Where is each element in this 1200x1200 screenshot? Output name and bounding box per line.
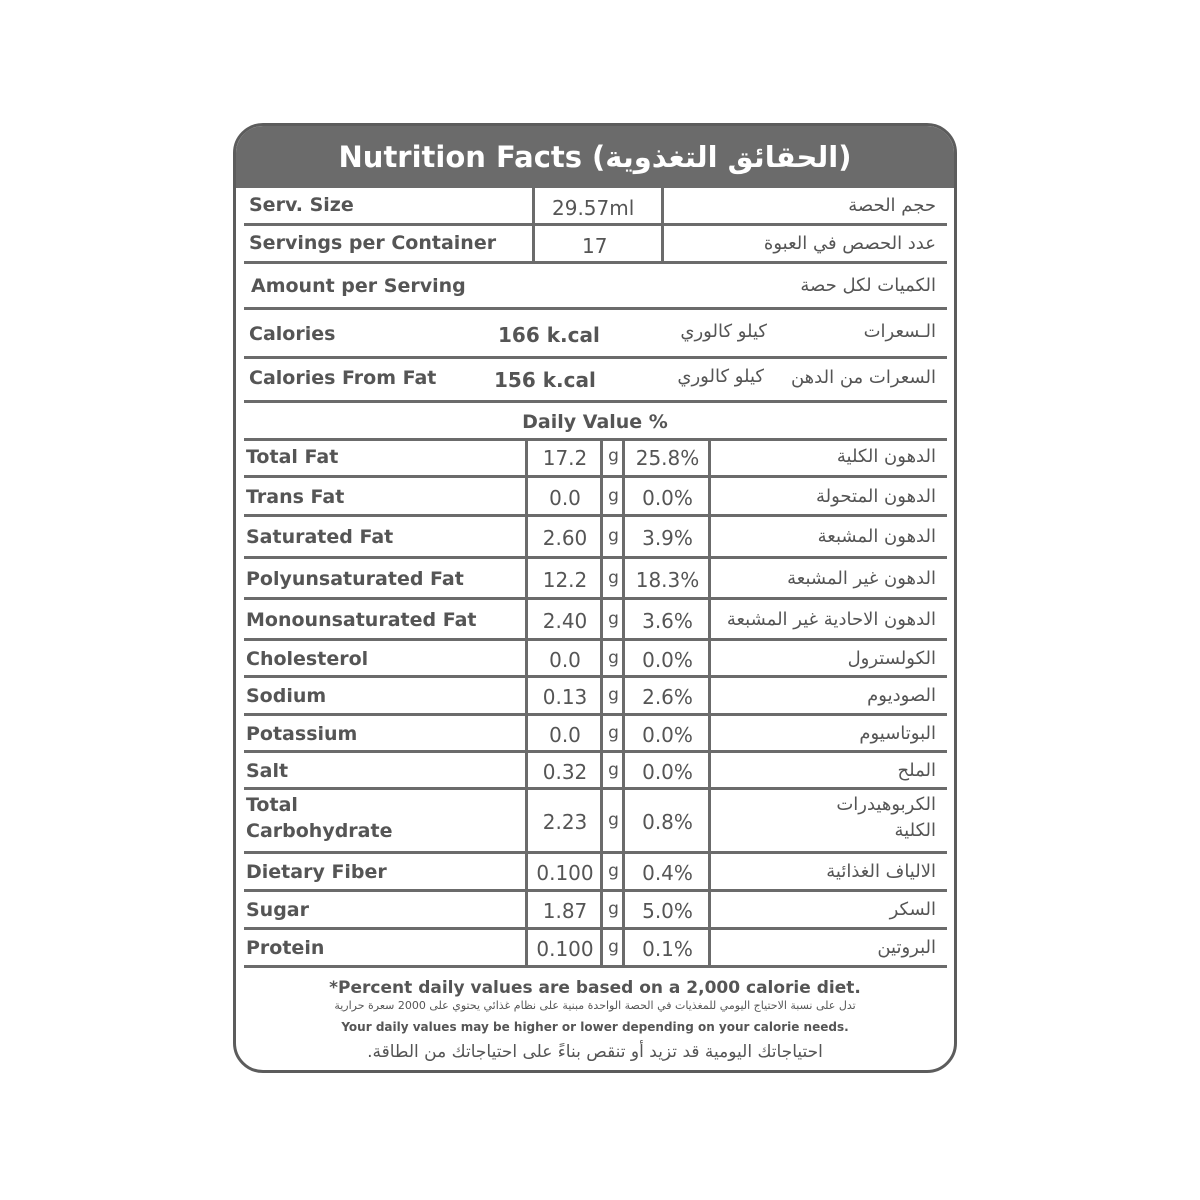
calories-fat-label-en: Calories From Fat	[249, 367, 437, 389]
nutrient-name-en: Protein	[246, 937, 325, 959]
nutrient-daily-value: 2.6%	[642, 685, 693, 709]
nutrient-row	[236, 892, 954, 930]
nutrient-amount: 0.32	[542, 759, 588, 784]
divider	[622, 716, 625, 753]
divider	[525, 600, 528, 641]
divider	[622, 559, 625, 600]
divider	[708, 517, 711, 559]
divider	[244, 261, 947, 264]
nutrient-row	[236, 930, 954, 968]
divider	[622, 678, 625, 716]
divider	[708, 892, 711, 930]
amount-per-serving-ar: الكميات لكل حصة	[800, 275, 936, 296]
divider	[622, 438, 625, 478]
divider	[600, 790, 603, 854]
nutrient-daily-value: 0.0%	[642, 722, 693, 747]
divider	[525, 930, 528, 968]
nutrient-name-en: Trans Fat	[246, 485, 345, 508]
nutrient-amount: 0.0	[549, 485, 581, 510]
divider	[622, 892, 625, 930]
nutrient-daily-value: 3.6%	[642, 608, 693, 633]
nutrient-unit: g	[608, 861, 619, 881]
nutrient-row	[236, 478, 954, 517]
nutrient-unit: g	[608, 937, 619, 957]
nutrient-name-en: Sodium	[246, 685, 327, 707]
nutrient-name-ar: الملح	[897, 759, 936, 781]
divider	[661, 188, 664, 261]
title-en: Nutrition Facts	[338, 140, 583, 174]
nutrient-row	[236, 517, 954, 559]
divider	[622, 641, 625, 678]
divider	[622, 600, 625, 641]
divider	[622, 517, 625, 559]
nutrient-amount: 17.2	[542, 446, 588, 470]
nutrient-row	[236, 559, 954, 600]
divider	[622, 790, 625, 854]
nutrient-amount: 0.100	[536, 937, 594, 961]
calories-label-en: Calories	[249, 323, 336, 345]
serv-size-value: 29.57ml	[552, 196, 635, 220]
nutrient-row	[236, 753, 954, 790]
divider	[525, 678, 528, 716]
divider	[244, 400, 947, 403]
nutrient-daily-value: 0.1%	[642, 937, 693, 961]
divider	[622, 753, 625, 790]
nutrient-name-ar: البوتاسيوم	[859, 722, 936, 744]
nutrient-amount: 2.23	[542, 810, 588, 834]
servings-per-container-label-en: Servings per Container	[249, 232, 497, 254]
divider	[708, 790, 711, 854]
divider	[525, 790, 528, 854]
nutrient-name-en: Monounsaturated Fat	[246, 608, 477, 631]
nutrient-name-ar: الدهون غير المشبعة	[787, 567, 936, 589]
nutrient-name-en: Potassium	[246, 722, 358, 745]
divider	[622, 930, 625, 968]
divider	[600, 641, 603, 678]
nutrient-name-ar: البروتين	[877, 937, 936, 958]
nutrition-label	[233, 123, 957, 1073]
divider	[622, 854, 625, 892]
nutrient-daily-value: 0.0%	[642, 485, 693, 510]
divider	[600, 930, 603, 968]
nutrient-amount: 12.2	[542, 567, 588, 592]
nutrient-unit: g	[608, 647, 619, 668]
divider	[708, 641, 711, 678]
divider	[708, 854, 711, 892]
divider	[600, 559, 603, 600]
divider	[525, 559, 528, 600]
divider	[708, 478, 711, 517]
divider	[525, 892, 528, 930]
nutrient-name-en: Total	[246, 794, 298, 816]
nutrient-name-en: Sugar	[246, 899, 310, 921]
nutrient-amount: 0.0	[549, 647, 581, 672]
nutrient-amount: 2.40	[542, 608, 588, 633]
divider	[708, 753, 711, 790]
nutrient-unit: g	[608, 685, 619, 705]
nutrient-unit: g	[608, 810, 619, 830]
nutrient-daily-value: 3.9%	[642, 526, 693, 550]
divider	[600, 600, 603, 641]
nutrient-name-ar: الدهون الكلية	[836, 446, 936, 467]
nutrient-name-ar: الكربوهيدرات	[836, 794, 936, 815]
footer-note-ar: تدل على نسبة الاحتياج اليومي للمغذيات في الحصة الواحدة مبنية على نظام غذائي يحتوي على 2000 سعرة حرارية	[334, 999, 856, 1012]
divider	[244, 965, 947, 968]
nutrient-row	[236, 678, 954, 716]
divider	[600, 478, 603, 517]
nutrient-amount: 0.0	[549, 722, 581, 747]
nutrient-unit: g	[608, 722, 619, 743]
divider	[708, 438, 711, 478]
calories-fat-unit-ar: كيلو كالوري	[677, 366, 764, 387]
nutrient-daily-value: 0.8%	[642, 810, 693, 834]
nutrient-name-en: Total Fat	[246, 446, 339, 468]
nutrient-name-en: Dietary Fiber	[246, 861, 387, 883]
divider	[600, 438, 603, 478]
footer-needs-ar: احتياجاتك اليومية قد تزيد أو تنقص بناءً على احتياجاتك من الطاقة.	[367, 1042, 823, 1062]
divider	[708, 716, 711, 753]
nutrient-name-en: Cholesterol	[246, 647, 369, 670]
nutrient-unit: g	[608, 759, 619, 780]
nutrient-name-ar: الدهون المتحولة	[815, 485, 936, 507]
nutrient-daily-value: 25.8%	[635, 446, 700, 470]
nutrient-name-ar: الصوديوم	[867, 685, 936, 706]
nutrient-daily-value: 18.3%	[635, 567, 700, 592]
footer-needs-en: Your daily values may be higher or lower depending on your calorie needs.	[341, 1020, 849, 1034]
divider	[244, 223, 947, 226]
divider	[600, 678, 603, 716]
nutrient-name-en: Saturated Fat	[246, 526, 394, 548]
divider	[525, 716, 528, 753]
nutrient-row	[236, 790, 954, 854]
divider	[600, 854, 603, 892]
divider	[244, 307, 947, 310]
nutrient-name-en-line2: Carbohydrate	[246, 820, 393, 842]
nutrient-row	[236, 854, 954, 892]
divider	[600, 753, 603, 790]
footer-note-en: *Percent daily values are based on a 2,000 calorie diet.	[329, 978, 861, 998]
calories-fat-value: 156 k.cal	[494, 368, 596, 392]
nutrient-unit: g	[608, 567, 619, 588]
divider	[525, 517, 528, 559]
nutrient-daily-value: 5.0%	[642, 899, 693, 923]
amount-per-serving-en: Amount per Serving	[251, 275, 466, 297]
servings-per-container-label-ar: عدد الحصص في العبوة	[763, 233, 936, 254]
serv-size-label-en: Serv. Size	[249, 194, 354, 216]
divider	[244, 356, 947, 359]
nutrient-name-ar: السكر	[889, 899, 936, 920]
divider	[708, 600, 711, 641]
nutrient-amount: 1.87	[542, 899, 588, 923]
nutrient-unit: g	[608, 485, 619, 506]
calories-value: 166 k.cal	[498, 323, 600, 347]
divider	[708, 559, 711, 600]
nutrient-unit: g	[608, 526, 619, 546]
divider	[600, 517, 603, 559]
serv-size-label-ar: حجم الحصة	[848, 195, 936, 216]
divider	[532, 188, 535, 261]
nutrient-unit: g	[608, 899, 619, 919]
nutrient-amount: 0.13	[542, 685, 588, 709]
label-header	[236, 126, 954, 188]
nutrient-row	[236, 600, 954, 641]
nutrient-name-en: Salt	[246, 759, 289, 782]
divider	[600, 892, 603, 930]
nutrient-daily-value: 0.0%	[642, 759, 693, 784]
calories-label-ar: الـسعرات	[863, 321, 936, 342]
nutrient-daily-value: 0.0%	[642, 647, 693, 672]
nutrient-unit: g	[608, 608, 619, 629]
nutrient-amount: 2.60	[542, 526, 588, 550]
nutrient-amount: 0.100	[536, 861, 594, 885]
divider	[622, 478, 625, 517]
divider	[525, 854, 528, 892]
divider	[525, 753, 528, 790]
divider	[600, 716, 603, 753]
divider	[708, 930, 711, 968]
calories-fat-label-ar: السعرات من الدهن	[790, 367, 936, 388]
daily-value-header: Daily Value %	[522, 411, 668, 433]
nutrient-row	[236, 716, 954, 753]
title-ar: (الحقائق التغذوية)	[592, 140, 852, 174]
divider	[525, 438, 528, 478]
nutrient-name-ar: الدهون المشبعة	[817, 526, 936, 547]
nutrient-name-ar: الالياف الغذائية	[826, 861, 936, 882]
servings-per-container-value: 17	[582, 234, 608, 258]
divider	[708, 678, 711, 716]
calories-unit-ar: كيلو كالوري	[680, 321, 767, 342]
nutrient-name-ar-line2: الكلية	[894, 820, 936, 841]
divider	[525, 478, 528, 517]
nutrient-daily-value: 0.4%	[642, 861, 693, 885]
nutrient-unit: g	[608, 446, 619, 466]
nutrient-row	[236, 438, 954, 478]
nutrient-name-en: Polyunsaturated Fat	[246, 567, 464, 590]
nutrient-name-ar: الكولسترول	[847, 647, 936, 669]
nutrient-row	[236, 641, 954, 678]
nutrient-name-ar: الدهون الاحادية غير المشبعة	[726, 608, 936, 630]
divider	[525, 641, 528, 678]
